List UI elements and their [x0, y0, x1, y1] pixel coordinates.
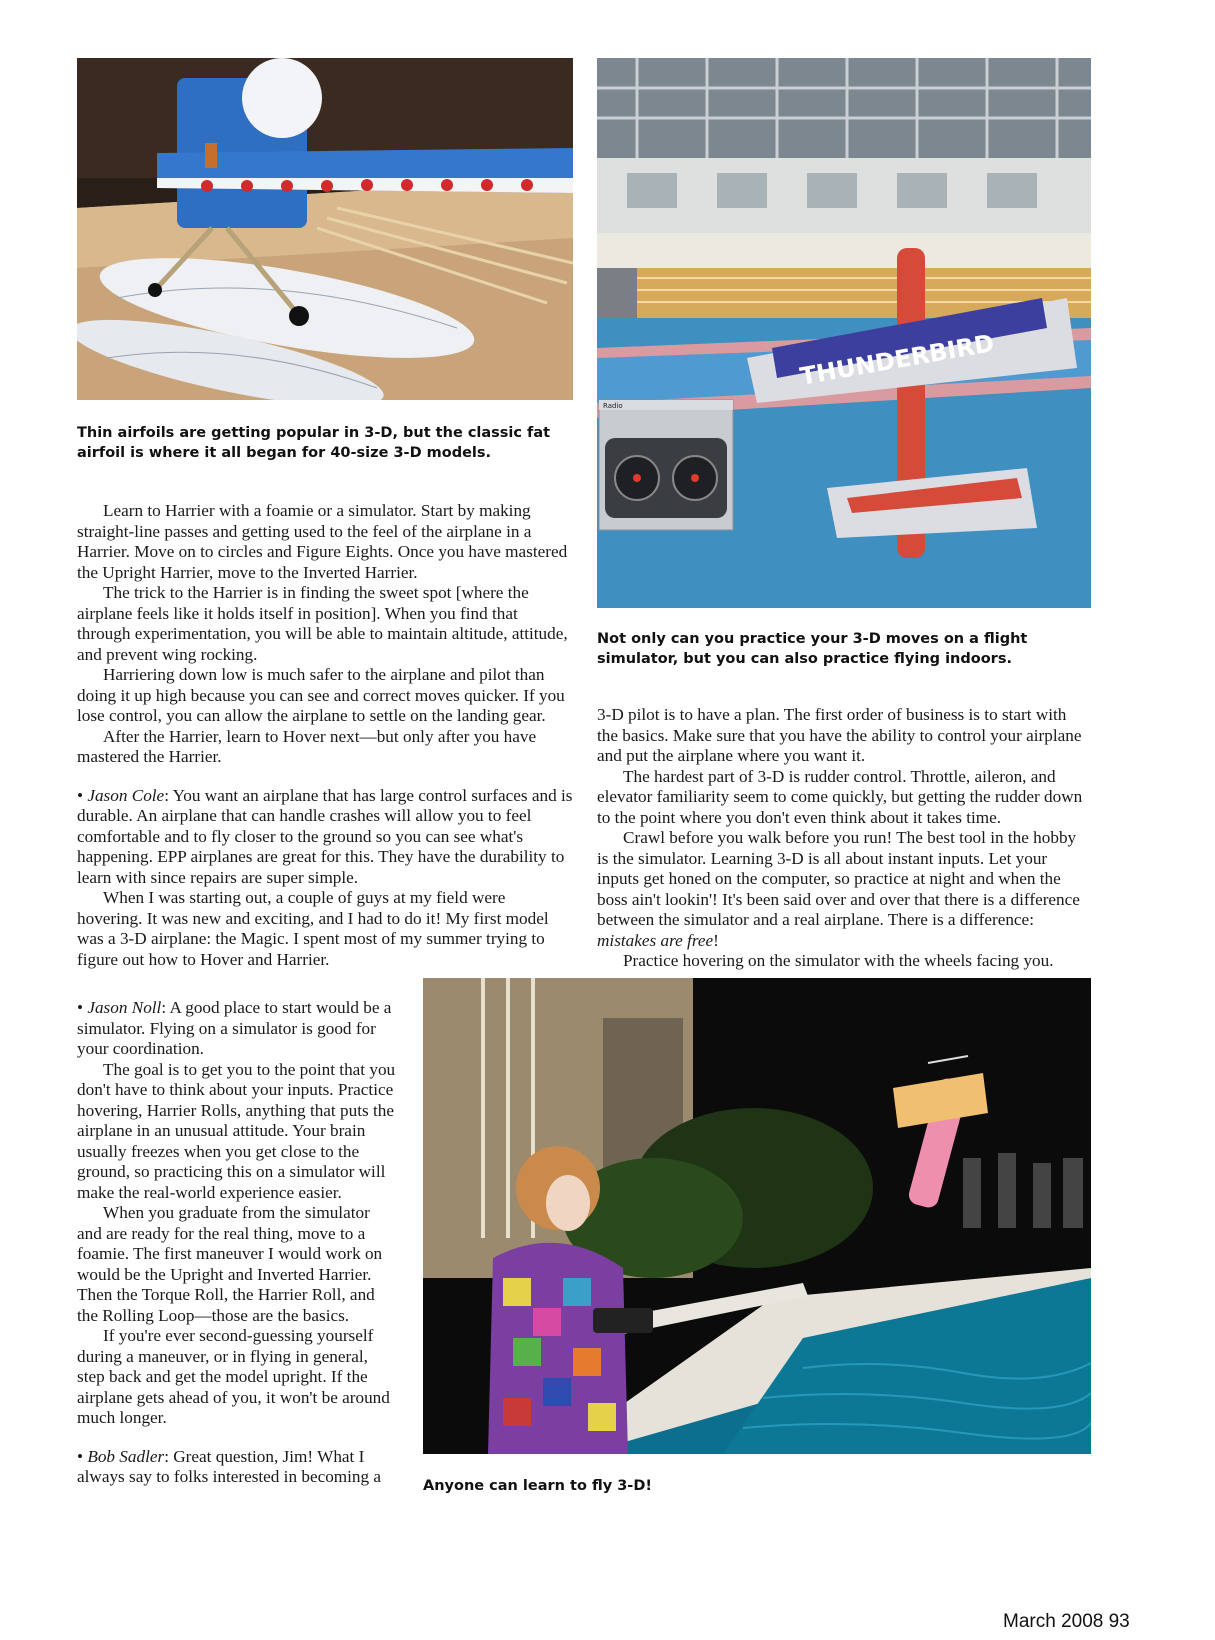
paragraph-bob-sadler: • Bob Sadler: Great question, Jim! What I always say to folks interested in becoming a [77, 1446, 382, 1486]
column-right [597, 705, 1091, 972]
paragraph: If you're ever second-guessing yourself during a maneuver, or in flying in general, step back and get the model upright. If the airplane gets ahead of you, it won't be around much longer. [77, 1326, 390, 1427]
paragraph: When you graduate from the simulator and are ready for the real thing, move to a foamie. The first maneuver I would work on would be the Upright and Inverted Harrier. Then the Torque Roll, the Harrier Roll, and the Rolling Loop—those are the basics. [77, 1203, 383, 1325]
pool-illustration [423, 978, 1091, 1454]
paragraph: The hardest part of 3-D is rudder control. Throttle, aileron, and elevator familiarity seem to come quickly, but getting the rudder down to the point where you don't even think about it takes time. [597, 766, 1083, 827]
paragraph: When I was starting out, a couple of guys at my field were hovering. It was new and exciting, and I had to do it! My first model was a 3-D airplane: the Magic. I spent most of my summer trying to figure out how to Hover and Harrier. [77, 888, 549, 969]
workbench-illustration [77, 58, 573, 400]
radio-window-title: Radio [603, 402, 623, 410]
paragraph: The trick to the Harrier is in finding the sweet spot [where the airplane feels like it holds itself in position]. When you find that through experimentation, you will be able to maintain altitude, attitude, and prevent wing rocking. [77, 583, 568, 664]
paragraph: Crawl before you walk before you run! The best tool in the hobby is the simulator. Learning 3-D is all about instant inputs. Let your inputs get honed on the computer, so practice at night and when the boss ain't lookin'! It's been said over and over that there is a difference between the simulator and a real airplane. There is a difference: mistakes are free! [597, 828, 1080, 950]
speaker-name: Bob Sadler [87, 1446, 165, 1466]
paragraph-jason-noll: • Jason Noll: A good place to start would be a simulator. Flying on a simulator is good for your coordination. [77, 998, 392, 1058]
speaker-name: Jason Noll [87, 998, 162, 1017]
simulator-illustration [597, 58, 1091, 608]
paragraph: The goal is to get you to the point that you don't have to think about your inputs. Practice hovering, Harrier Rolls, anything that puts the airplane in an unusual attitude. Your brain usually freezes when you get close to the ground, so practicing this on a simulator will make the real-world experience easier. [77, 1059, 396, 1202]
caption-workbench: Thin airfoils are getting popular in 3-D, but the classic fat airfoil is where it all began for 40-size 3-D models. [77, 425, 551, 461]
paragraph-jason-cole: • Jason Cole: You want an airplane that has large control surfaces and is durable. An airplane that can handle crashes will allow you to feel comfortable and to fly closer to the ground so you can see what's happening. EPP airplanes are great for this. They have the durability to learn with since repairs are super simple. [77, 785, 573, 887]
column-left-upper [77, 501, 573, 970]
paragraph: Learn to Harrier with a foamie or a simulator. Start by making straight-line passes and getting used to the feel of the airplane in a Harrier. Move on to circles and Figure Eights. Once you have mastered the Upright Harrier, move to the Inverted Harrier. [77, 501, 568, 582]
photo-pool [423, 978, 1091, 1454]
emphasis: mistakes are free [597, 930, 714, 950]
column-left-lower [77, 998, 397, 1488]
caption-simulator: Not only can you practice your 3-D moves on a flight simulator, but you can also practice flying indoors. [597, 631, 1028, 667]
photo-simulator [597, 58, 1091, 608]
page-folio: March 2008 93 [1003, 1611, 1130, 1632]
paragraph: After the Harrier, learn to Hover next—but only after you have mastered the Harrier. [77, 726, 537, 766]
photo-workbench [77, 58, 573, 400]
paragraph: Practice hovering on the simulator with the wheels facing you. [623, 951, 1054, 970]
caption-pool: Anyone can learn to fly 3-D! [423, 1478, 652, 1494]
paragraph: Harriering down low is much safer to the airplane and pilot than doing it up high because you can see and correct moves quicker. If you lose control, you can allow the airplane to settle on the landing gear. [77, 665, 565, 725]
speaker-name: Jason Cole [87, 785, 165, 805]
thunderbird-logo: THUNDERBIRD [797, 329, 997, 391]
paragraph: 3-D pilot is to have a plan. The first order of business is to start with the basics. Make sure that you have the ability to control your airplane and put the airplane where you want it. [597, 705, 1082, 765]
